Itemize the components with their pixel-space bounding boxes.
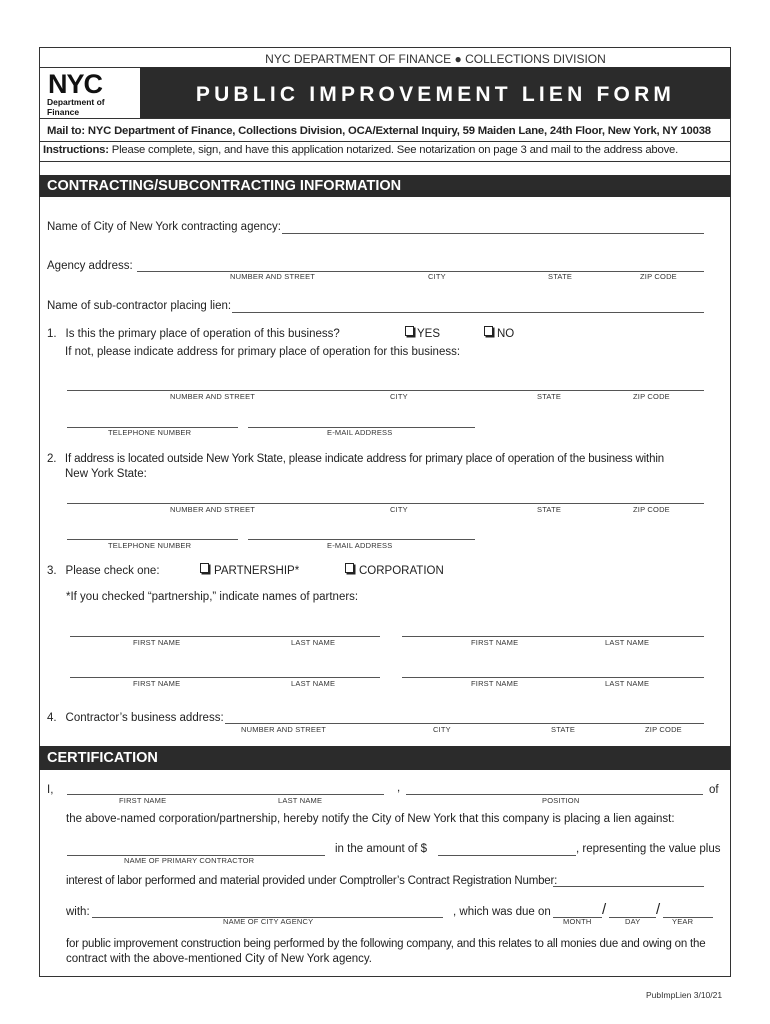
caption-last-name: LAST NAME (605, 638, 650, 647)
subcontractor-label: Name of sub-contractor placing lien: (47, 300, 232, 312)
cert-i-label: I, (47, 784, 54, 796)
caption-first-name: FIRST NAME (471, 638, 519, 647)
instructions-line (43, 144, 678, 158)
caption-number-street: NUMBER AND STREET (170, 392, 256, 401)
caption-state: STATE (548, 272, 573, 281)
with-label: with: (66, 906, 90, 918)
nyc-logo (46, 69, 136, 117)
section-contracting-header: CONTRACTING/SUBCONTRACTING INFORMATION (39, 175, 731, 197)
partnership-checkbox[interactable] (200, 563, 209, 573)
mail-to-line (47, 125, 711, 139)
caption-first-name: FIRST NAME (119, 796, 167, 805)
cert-name-field[interactable] (67, 794, 384, 795)
partners-note: *If you checked “partnership,” indicate names of partners: (66, 591, 359, 603)
question-2-line1: 2. If address is located outside New York State, please indicate address for primary place of operation of the business within (47, 453, 664, 465)
question-1: 1. Is this the primary place of operation of this business? (47, 328, 340, 340)
caption-email: E-MAIL ADDRESS (327, 428, 393, 437)
mail-to-label: Mail to: (47, 125, 85, 137)
instructions-text: Please complete, sign, and have this application notarized. See notarization on page 3 and mail to the address above. (111, 144, 679, 156)
partner-1-name-field[interactable] (70, 636, 380, 637)
caption-primary-contractor: NAME OF PRIMARY CONTRACTOR (124, 856, 255, 865)
nyc-logo-mark: NYC (48, 69, 103, 99)
q2-telephone-field[interactable] (67, 539, 238, 540)
caption-last-name: LAST NAME (291, 638, 336, 647)
final-line-1: for public improvement construction being performed by the following company, and this relates to all monies due and owing on the (66, 938, 706, 950)
section-certification-header: CERTIFICATION (39, 746, 731, 770)
q2-address-field[interactable] (67, 503, 704, 504)
caption-month: MONTH (563, 917, 592, 926)
question-2-line2: New York State: (65, 468, 147, 480)
interest-text: interest of labor performed and material provided under Comptroller’s Contract Registration Number: (66, 875, 558, 887)
date-slash-1: / (602, 901, 607, 918)
cert-of: of (709, 784, 719, 796)
yes-checkbox[interactable] (405, 326, 414, 336)
caption-email: E-MAIL ADDRESS (327, 541, 393, 550)
cert-line-2: the above-named corporation/partnership, hereby notify the City of New York that this company is placing a lien against: (66, 813, 675, 825)
caption-city-agency: NAME OF CITY AGENCY (223, 917, 314, 926)
corporation-checkbox[interactable] (345, 563, 354, 573)
question-3: 3. Please check one: (47, 565, 160, 577)
amount-prefix: in the amount of $ (335, 843, 428, 855)
caption-year: YEAR (672, 917, 694, 926)
caption-state: STATE (551, 725, 576, 734)
caption-zip: ZIP CODE (645, 725, 682, 734)
form-title: PUBLIC IMPROVEMENT LIEN FORM (195, 83, 676, 106)
caption-state: STATE (537, 505, 562, 514)
department-line: NYC DEPARTMENT OF FINANCE ● COLLECTIONS DIVISION (265, 52, 606, 66)
caption-state: STATE (537, 392, 562, 401)
mail-to-address: NYC Department of Finance, Collections Division, OCA/External Inquiry, 59 Maiden Lane, 24th Floor, New York, NY 10038 (87, 125, 711, 137)
cert-comma: , (397, 782, 401, 794)
caption-last-name: LAST NAME (278, 796, 323, 805)
caption-city: CITY (433, 725, 451, 734)
partner-2-name-field[interactable] (402, 636, 704, 637)
subcontractor-field[interactable] (232, 312, 704, 313)
caption-telephone: TELEPHONE NUMBER (108, 428, 192, 437)
amount-field[interactable] (438, 855, 576, 856)
agency-address-field[interactable] (137, 271, 704, 272)
caption-zip: ZIP CODE (640, 272, 677, 281)
final-line-2: contract with the above-mentioned City of New York agency. (66, 953, 372, 965)
date-slash-2: / (656, 901, 661, 918)
contractor-address-field[interactable] (225, 723, 704, 724)
q1-address-field[interactable] (67, 390, 704, 391)
partner-4-name-field[interactable] (402, 677, 704, 678)
agency-name-label: Name of City of New York contracting agency: (47, 221, 281, 233)
due-label: , which was due on (453, 906, 551, 918)
caption-number-street: NUMBER AND STREET (230, 272, 316, 281)
caption-telephone: TELEPHONE NUMBER (108, 541, 192, 550)
caption-zip: ZIP CODE (633, 505, 670, 514)
partner-3-name-field[interactable] (70, 677, 380, 678)
caption-city: CITY (428, 272, 446, 281)
caption-city: CITY (390, 392, 408, 401)
partnership-label: PARTNERSHIP* (214, 565, 300, 577)
instructions-label: Instructions: (43, 144, 109, 156)
question-1-followup: If not, please indicate address for primary place of operation for this business: (65, 346, 461, 358)
caption-zip: ZIP CODE (633, 392, 670, 401)
caption-last-name: LAST NAME (605, 679, 650, 688)
caption-number-street: NUMBER AND STREET (170, 505, 256, 514)
caption-last-name: LAST NAME (291, 679, 336, 688)
cert-position-field[interactable] (406, 794, 703, 795)
q2-email-field[interactable] (248, 539, 475, 540)
caption-number-street: NUMBER AND STREET (241, 725, 327, 734)
registration-number-field[interactable] (553, 886, 704, 887)
agency-address-label: Agency address: (47, 260, 133, 272)
caption-first-name: FIRST NAME (133, 638, 181, 647)
caption-day: DAY (625, 917, 641, 926)
caption-city: CITY (390, 505, 408, 514)
form-code: PubImpLien 3/10/21 (646, 990, 723, 1000)
caption-position: POSITION (542, 796, 580, 805)
caption-first-name: FIRST NAME (471, 679, 519, 688)
caption-first-name: FIRST NAME (133, 679, 181, 688)
no-label: NO (497, 328, 515, 340)
amount-suffix: , representing the value plus (576, 843, 721, 855)
agency-name-field[interactable] (282, 233, 704, 234)
question-4: 4. Contractor’s business address: (47, 712, 224, 724)
nyc-logo-subtitle: Department of Finance (47, 97, 105, 117)
corporation-label: CORPORATION (359, 565, 444, 577)
no-checkbox[interactable] (484, 326, 493, 336)
yes-label: YES (417, 328, 441, 340)
